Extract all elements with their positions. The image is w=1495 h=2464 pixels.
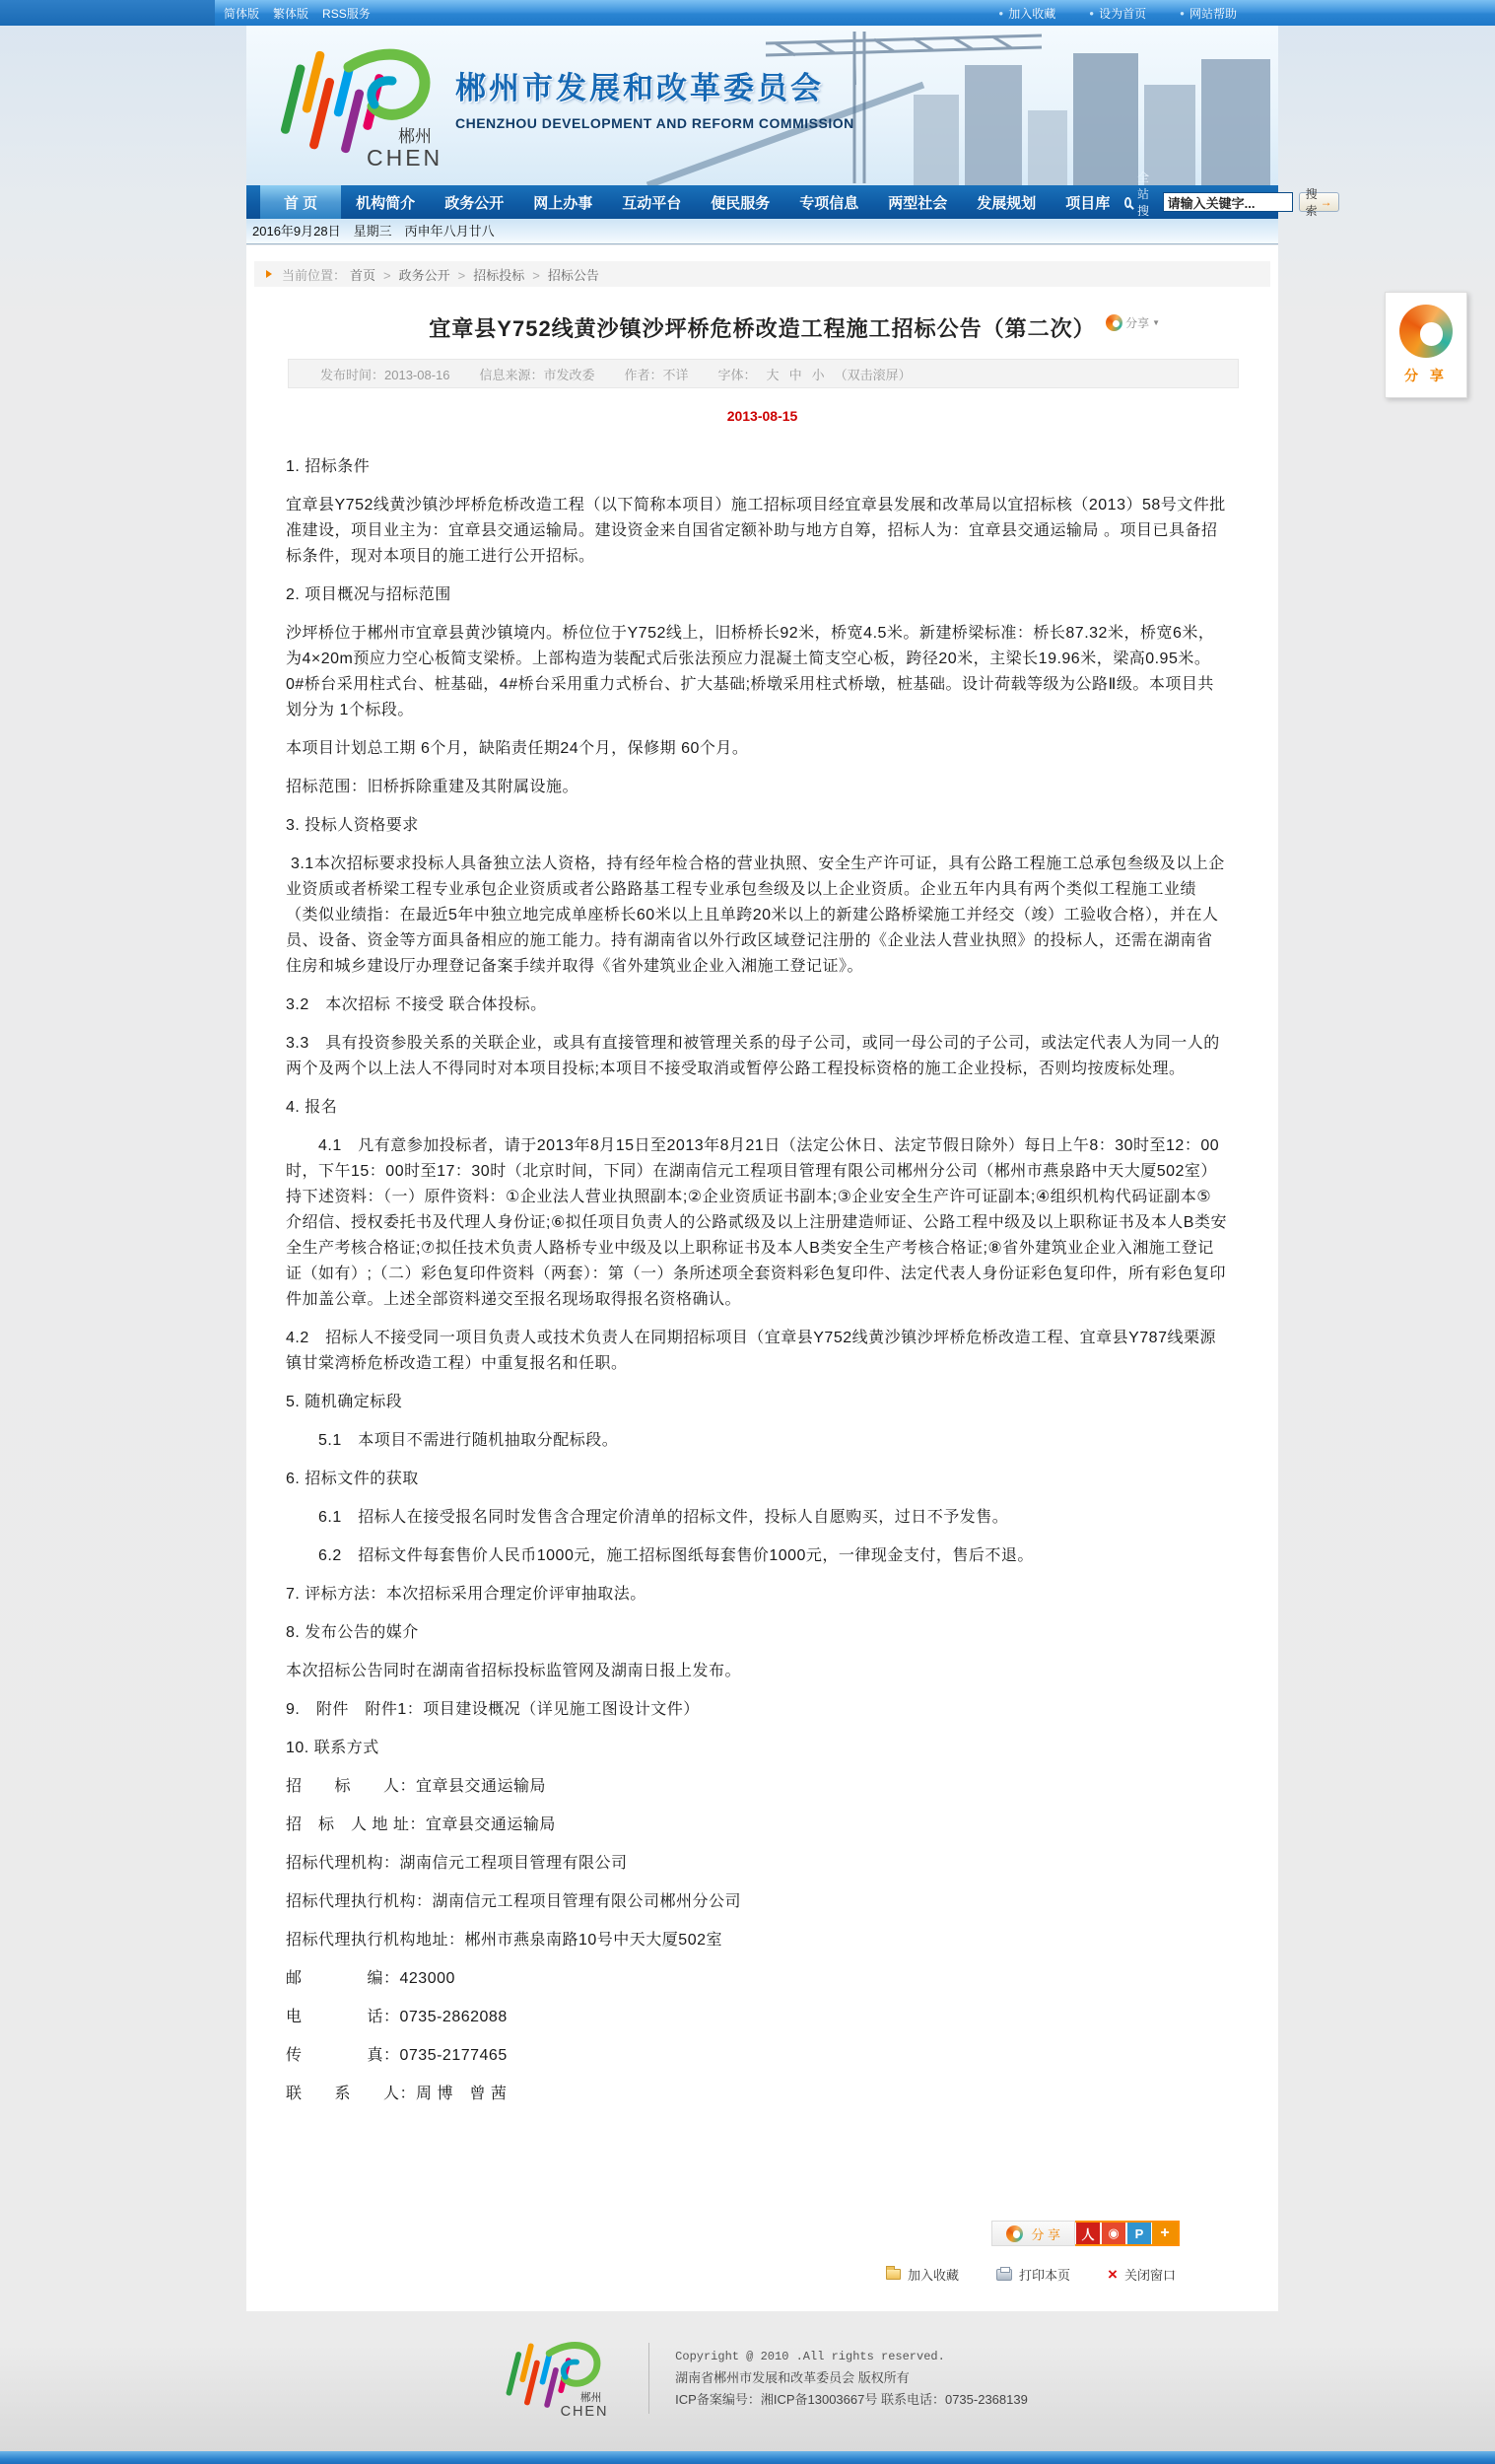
top-link[interactable]: RSS服务 [322,6,371,21]
logo-cn-text: 郴州 [398,127,432,146]
main-nav [246,171,1332,219]
article-paragraph: 邮 编：423000 [286,1970,455,1987]
article-paragraph: 电 话：0735-2862088 [286,2009,508,2025]
font-size-link[interactable]: 小 [811,367,825,382]
nav-item[interactable]: 网上办事 [533,194,593,212]
article-paragraph: 5.1 本项目不需进行随机抽取分配标段。 [286,1432,619,1449]
top-utility-bar [0,0,1495,26]
bullet-icon: ● [998,8,1004,18]
share-icons [1075,2221,1180,2246]
article-paragraph: 1. 招标条件 [286,458,371,475]
floating-share-label: 分 享 [1404,368,1448,383]
logo-en-text: CHEN [560,2403,609,2420]
nav-item[interactable]: 首 页 [260,185,341,219]
nav-item[interactable]: 两型社会 [888,194,948,212]
print-page-label: 打印本页 [1019,2268,1071,2283]
floating-share-widget[interactable] [1385,292,1467,398]
share-label: 分 享 [1031,2226,1060,2242]
footer-logo [497,2336,623,2421]
share-button[interactable] [991,2221,1075,2246]
site-footer [246,2336,1278,2421]
article-paragraph: 本项目计划总工期 6个月，缺陷责任期24个月，保修期 60个月。 [286,740,749,757]
site-title: 郴州市发展和改革委员会 [455,71,824,105]
nav-item[interactable]: 发展规划 [977,194,1037,212]
article-title: 宜章县Y752线黄沙镇沙坪桥危桥改造工程施工招标公告（第二次） [429,316,1096,341]
article-date: 2013-08-15 [726,408,798,424]
article-paragraph: 10. 联系方式 [286,1740,379,1756]
site-banner [246,26,1278,185]
font-size-link[interactable]: 大 [766,367,780,382]
footer-line: 湖南省郴州市发展和改革委员会 版权所有 [675,2370,910,2385]
breadcrumb-link[interactable]: 首页 [350,267,376,283]
folder-icon [886,2269,901,2280]
article-paragraph: 联 系 人：周 博 曾 茜 [286,2086,508,2102]
top-link-label: 网站帮助 [1189,6,1237,21]
article-paragraph: 招 标 人 地 址：宜章县交通运输局 [286,1816,556,1833]
nav-item[interactable]: 项目库 [1065,194,1111,212]
bullet-icon: ● [1089,8,1095,18]
printer-icon [996,2269,1012,2281]
breadcrumb-link[interactable]: > 政务公开 [375,265,450,284]
article-paragraph: 招标代理机构：湖南信元工程项目管理有限公司 [286,1855,628,1872]
search-icon [1124,197,1131,208]
article-paragraph: 3.3 具有投资参股关系的关联企业，或具有直接管理和被管理关系的母子公司，或同一母公司的子公司，或法定代表人为同一人的两个及两个以上法人不得同时对本项目投标;本项目不接受取消或暂停公路工程投标资格的施工企业投标，否则均按废标处理。 [286,1035,1220,1077]
top-link[interactable]: 繁体版 [273,6,309,21]
print-page-button[interactable] [996,2265,1070,2284]
logo-en-text: CHEN [367,145,443,171]
site-utility-links [998,5,1237,22]
more-share-icon[interactable]: + [1152,2223,1178,2244]
article-paragraph: 7. 评标方法：本次招标采用合理定价评审抽取法。 [286,1586,646,1603]
top-link-label: 加入收藏 [1008,6,1056,21]
footer-line: Copyright @ 2010 .All rights reserved. [675,2350,945,2363]
share-bar [991,2221,1180,2246]
close-icon: × [1108,2264,1118,2284]
article-body [286,442,1227,2120]
site-logo [272,39,459,173]
share-mini-label: 分享 [1125,316,1150,330]
article-paragraph: 6.1 招标人在接受报名同时发售含合理定价清单的招标文件，投标人自愿购买，过日不予发售。 [286,1509,1009,1526]
search-button-label: 搜索 [1305,187,1318,218]
add-favorite-label: 加入收藏 [908,2268,960,2283]
publish-time: 发布时间：2013-08-16 [320,367,450,382]
close-window-button[interactable] [1108,2265,1176,2284]
close-window-label: 关闭窗口 [1123,2268,1176,2283]
article-paragraph: 6.2 招标文件每套售价人民币1000元，施工招标图纸每套售价1000元，一律现金支付，售后不退。 [286,1547,1034,1564]
top-link[interactable] [1180,5,1237,22]
nav-item[interactable]: 机构简介 [356,194,416,212]
article-paragraph: 招标代理执行机构：湖南信元工程项目管理有限公司郴州分公司 [286,1893,742,1910]
nav-item[interactable]: 政务公开 [444,194,505,212]
article-paragraph: 4. 报名 [286,1099,338,1116]
article-paragraph: 传 真：0735-2177465 [286,2047,508,2064]
page-actions [886,2265,1176,2284]
breadcrumb-link[interactable]: > 招标公告 [524,265,599,284]
logo-cn-text: 郴州 [580,2391,602,2404]
site-subtitle: CHENZHOU DEVELOPMENT AND REFORM COMMISSION [455,115,854,131]
bshare-icon [1006,2225,1023,2242]
add-favorite-button[interactable] [886,2265,959,2284]
footer-divider [648,2343,649,2414]
font-size-label: 字体： [717,367,757,382]
footer-text [675,2346,1028,2411]
tencent-pengyou-icon[interactable]: P [1127,2223,1151,2244]
article-paragraph: 4.1 凡有意参加投标者，请于2013年8月15日至2013年8月21日（法定公休日、法定节假日除外）每日上午8：30时至12：00时，下午15：00时至17：30时（北京时间，下同）在湖南信元工程项目管理有限公司郴州分公司（郴州市燕泉路中天大厦502室）持下述资料：（一）原件资料：①企业法人营业执照副本;②企业资质证书副本;③企业安全生产许可证副本;④组织机构代码证副本⑤介绍信、授权委托书及代理人身份证;⑥拟任项目负责人的公路贰级及以上注册建造师证、公路工程中级及以上职称证书及本人B类安全生产考核合格证;⑦拟任技术负责人路桥专业中级及以上职称证书及本人B类安全生产考核合格证;⑧省外建筑业企业入湘施工登记证（如有）;（二）彩色复印件资料（两套）：第（一）条所述项全套资料彩色复印件、法定代表人身份证彩色复印件，所有彩色复印件加盖公章。上述全部资料递交至报名现场取得报名资格确认。 [286,1137,1227,1308]
font-size-link[interactable]: 中 [788,367,802,382]
bottom-blue-bar [0,2451,1495,2464]
article-paragraph: 4.2 招标人不接受同一项目负责人或技术负责人在同期招标项目（宜章县Y752线黄沙镇沙坪桥危桥改造工程、宜章县Y787线栗源镇甘棠湾桥危桥改造工程）中重复报名和任职。 [286,1330,1216,1372]
people-weibo-icon[interactable]: 人 [1076,2223,1100,2244]
info-source: 信息来源：市发改委 [479,367,595,382]
article-paragraph: 3.1本次招标要求投标人具备独立法人资格，持有经年检合格的营业执照、安全生产许可证，具有公路工程施工总承包叁级及以上企业资质或者桥梁工程专业承包企业资质或者公路路基工程专业承包叁级及以上企业资质。企业五年内具有两个类似工程施工业绩（类似业绩指：在最近5年中独立地完成单座桥长60米以上且单跨20米以上的新建公路桥梁施工并经交（竣）工验收合格），并在人员、设备、资金等方面具备相应的施工能力。持有湖南省以外行政区域登记注册的《企业法人营业执照》的投标人，还需在湖南省住房和城乡建设厅办理登记备案手续并取得《省外建筑业企业入湘施工登记证》。 [286,856,1225,975]
article-paragraph: 宜章县Y752线黄沙镇沙坪桥危桥改造工程（以下简称本项目）施工招标项目经宜章县发展和改革局以宜招标核（2013）58号文件批准建设，项目业主为：宜章县交通运输局。建设资金来自国省定额补助与地方自筹，招标人为：宜章县交通运输局 。项目已具备招标条件，现对本项目的施工进行公开招标。 [286,497,1226,565]
search-button[interactable] [1299,187,1339,218]
nav-item[interactable]: 互动平台 [622,194,682,212]
nav-items [260,185,1124,219]
author: 作者：不详 [624,367,689,382]
article-paragraph: 招标范围：旧桥拆除重建及其附属设施。 [286,779,579,795]
top-link-label: 设为首页 [1099,6,1147,21]
search-input[interactable] [1163,192,1293,212]
language-links [224,5,371,22]
arrow-right-icon: → [1320,195,1332,209]
nav-item[interactable]: 专项信息 [799,194,859,212]
breadcrumb-arrow-icon [266,270,272,278]
top-link[interactable] [998,5,1055,22]
article-paragraph: 8. 发布公告的媒介 [286,1624,419,1641]
sina-weibo-icon[interactable]: ◉ [1102,2223,1125,2244]
bullet-icon: ● [1180,8,1185,18]
content-area [246,245,1278,2311]
breadcrumb-label: 当前位置： [282,267,347,283]
breadcrumb [254,261,1270,287]
bshare-icon [1106,314,1122,331]
article-paragraph: 沙坪桥位于郴州市宜章县黄沙镇境内。桥位位于Y752线上，旧桥桥长92米，桥宽4.5米。新建桥梁标准：桥长87.32米，桥宽6米，为4×20m预应力空心板简支梁桥。上部构造为装配式后张法预应力混凝土简支空心板，跨径20米，主梁长19.96米，梁高0.95米。0#桥台采用柱式台、桩基础，4#桥台采用重力式桥台、扩大基础;桥墩采用柱式桥墩，桩基础。设计荷载等级为公路Ⅱ级。本项目共划分为 1个标段。 [286,625,1215,719]
chevron-down-icon: ▼ [1152,318,1160,327]
article-paragraph: 本次招标公告同时在湖南省招标投标监管网及湖南日报上发布。 [286,1663,742,1679]
article-paragraph: 3.2 本次招标 不接受 联合体投标。 [286,996,547,1013]
search-label: 全站搜 [1136,171,1149,218]
article-paragraph: 招 标 人：宜章县交通运输局 [286,1778,547,1795]
article-paragraph: 3. 投标人资格要求 [286,817,419,834]
top-link[interactable]: 简体版 [224,6,260,21]
article-paragraph: 6. 招标文件的获取 [286,1471,419,1487]
article-paragraph: 9. 附件 附件1：项目建设概况（详见施工图设计文件） [286,1701,700,1718]
share-dropdown-button[interactable] [1106,314,1160,331]
breadcrumb-link[interactable]: > 招标投标 [450,265,525,284]
article-paragraph: 招标代理执行机构地址：郴州市燕泉南路10号中天大厦502室 [286,1932,722,1949]
article-paragraph: 2. 项目概况与招标范围 [286,586,451,603]
article-paragraph: 5. 随机确定标段 [286,1394,403,1410]
scroll-hint: （双击滚屏） [834,367,912,382]
footer-line: ICP备案编号：湘ICP备13003667号 联系电话：0735-2368139 [675,2392,1028,2407]
article-meta-bar [288,359,1239,388]
nav-item[interactable]: 便民服务 [711,194,771,212]
top-link[interactable] [1089,5,1146,22]
bshare-icon [1399,305,1453,358]
date-bar: 2016年9月28日 星期三 丙申年八月廿八 [246,219,1278,244]
